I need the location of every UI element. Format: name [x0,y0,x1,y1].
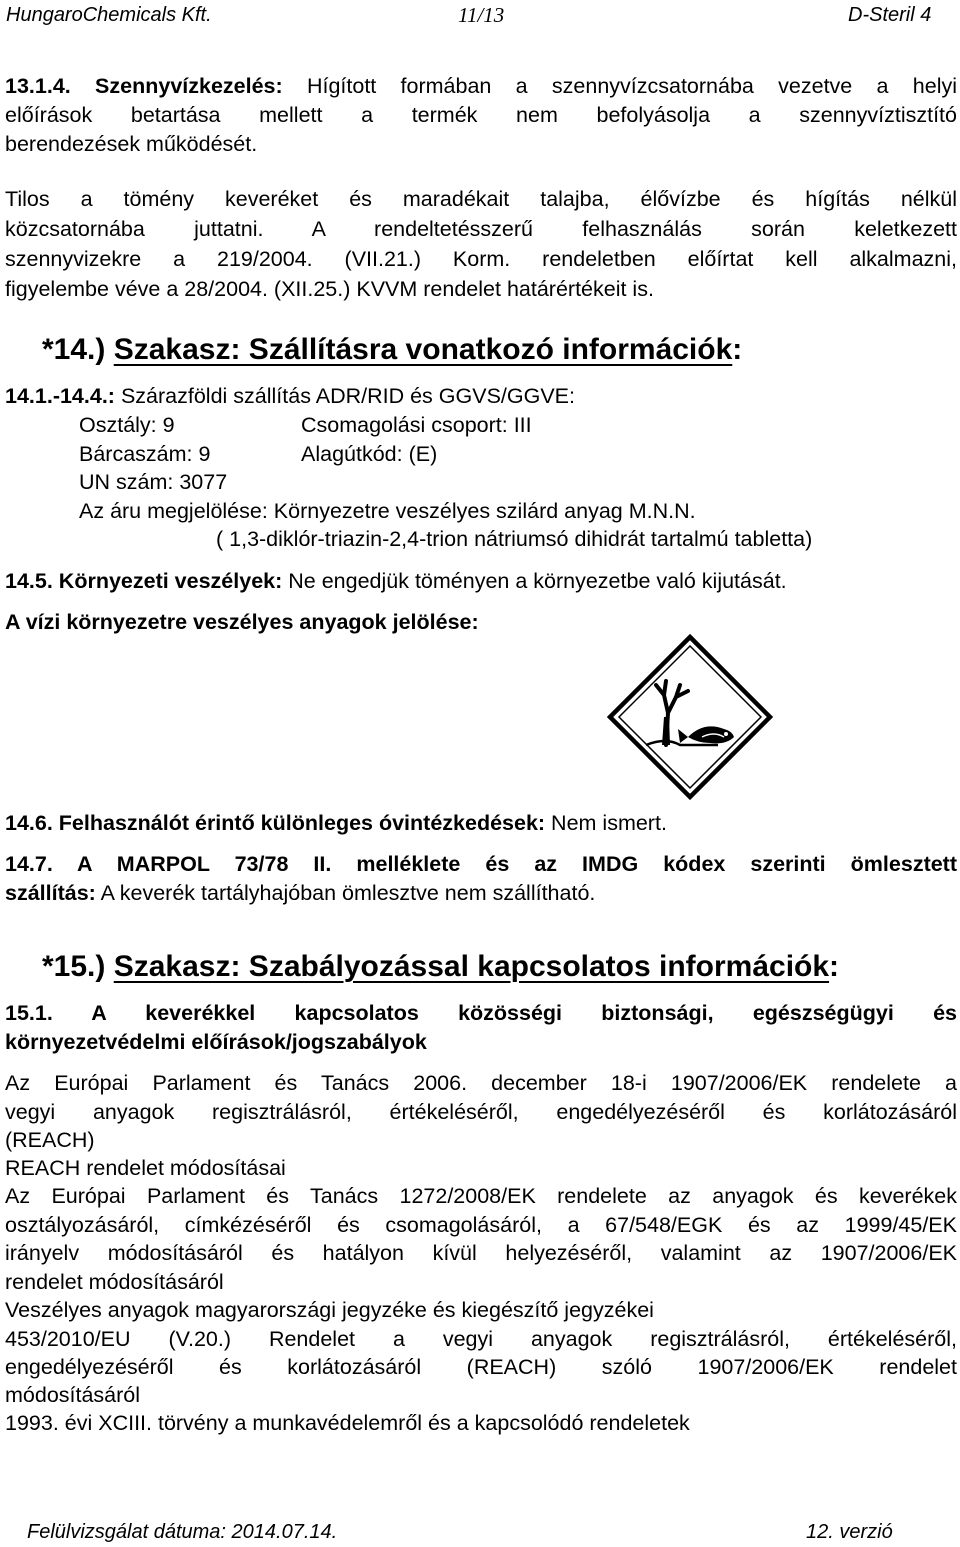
header-product: D-Steril 4 [848,4,932,26]
section-14-paren: ) [95,333,106,366]
header-company: HungaroChemicals Kft. [6,4,212,26]
section-14-star-number: *14. [42,333,96,366]
section-15-paren: ) [95,950,106,983]
wastewater-line-1 [5,74,957,99]
special-precautions [5,811,667,836]
regulation-line-11: engedélyezéséről és korlátozásáról (REACH) szóló 1907/2006/EK rendelet [5,1355,957,1379]
special-precautions-text: Nem ismert. [551,811,667,835]
regulation-line-6: osztályozásáról, címkézéséről és csomagolásáról, a 67/548/EGK és az 1999/45/EK [5,1213,957,1237]
regulation-line-8: rendelet módosításáról [5,1270,224,1294]
tunnel-code: Alagútkód: (E) [301,442,438,466]
label-number: Bárcaszám: 9 [79,442,211,466]
section-15-title: Szakasz: Szabályozással kapcsolatos információk [113,950,830,983]
regulation-line-1: Az Európai Parlament és Tanács 2006. december 18-i 1907/2006/EK rendelete a [5,1071,957,1095]
marpol-heading: szállítás: [5,881,96,905]
prohibition-line-4: figyelembe véve a 28/2004. (XII.25.) KVVM rendelet határértékeit is. [5,277,654,301]
section-number: 13.1.4. [5,74,71,98]
regulation-line-3: (REACH) [5,1128,95,1152]
section-14-heading [42,333,742,367]
un-number: UN szám: 3077 [79,470,228,494]
regulation-line-12: módosításáról [5,1383,141,1407]
section-15-colon: : [829,950,840,983]
section-14-title: Szakasz: Szállításra vonatkozó információk [113,333,733,366]
special-precautions-heading: 14.6. Felhasználót érintő különleges óvintézkedések: [5,811,546,835]
prohibition-line-2: közcsatornába juttatni. A rendeltetésszerű felhasználás során keletkezett [5,217,957,241]
marpol-text: A keverék tartályhajóban ömlesztve nem szállítható. [100,881,596,905]
environmental-hazards [5,569,787,594]
footer-version: 12. verzió [806,1521,893,1543]
marpol-line-1: 14.7. A MARPOL 73/78 II. melléklete és az IMDG kódex szerinti ömlesztett [5,852,957,876]
eu-regulations-line-1: 15.1. A keverékkel kapcsolatos közösségi biztonsági, egészségügyi és [5,1001,957,1025]
env-hazards-heading: 14.5. Környezeti veszélyek: [5,569,283,593]
regulation-line-4: REACH rendelet módosításai [5,1156,286,1180]
section-text: Hígított formában a szennyvízcsatornába vezetve a helyi [306,74,957,98]
regulation-line-7: irányelv módosításáról és hatályon kívül helyezéséről, valamint az 1907/2006/EK [5,1241,957,1265]
transport-title: Szárazföldi szállítás ADR/RID és GGVS/GGVE: [120,384,575,408]
goods-designation-detail: ( 1,3-diklór-triazin-2,4-trion nátriumsó dihidrát tartalmú tabletta) [216,527,813,551]
class-label: Osztály: 9 [79,413,175,437]
regulation-line-2: vegyi anyagok regisztrálásról, értékeléséről, engedélyezéséről és korlátozásáról [5,1100,957,1124]
regulation-line-5: Az Európai Parlament és Tanács 1272/2008/EK rendelete az anyagok és keverékek [5,1184,957,1208]
section-14-colon: : [732,333,743,366]
header-page-number: 11/13 [458,3,505,27]
regulation-line-13: 1993. évi XCIII. törvény a munkavédelemről és a kapcsolódó rendeletek [5,1411,690,1435]
marpol-line-2 [5,881,595,906]
regulation-line-9: Veszélyes anyagok magyarországi jegyzéke és kiegészítő jegyzékei [5,1298,654,1322]
footer-revision-date: Felülvizsgálat dátuma: 2014.07.14. [27,1521,338,1543]
goods-designation: Az áru megjelölése: Környezetre veszélyes szilárd anyag M.N.N. [79,499,696,523]
regulation-line-10: 453/2010/EU (V.20.) Rendelet a vegyi anyagok regisztrálásról, értékeléséről, [5,1327,957,1351]
packing-group-label: Csomagolási csoport: III [301,413,532,437]
section-heading: Szennyvízkezelés: [95,74,283,98]
section-15-star-number: *15. [42,950,96,983]
env-hazards-text: Ne engedjük töményen a környezetbe való kijutását. [288,569,787,593]
wastewater-line-2: előírások betartása mellett a termék nem befolyásolja a szennyvíztisztító [5,103,957,127]
transport-heading [5,384,575,409]
section-15-heading [42,950,839,984]
prohibition-line-3: szennyvizekre a 219/2004. (VII.21.) Korm. rendeletben előírtat kell alkalmazni, [5,247,957,271]
transport-number: 14.1.-14.4.: [5,384,115,408]
wastewater-line-3: berendezések működését. [5,132,258,156]
eu-regulations-line-2: környezetvédelmi előírások/jogszabályok [5,1030,427,1054]
environment-hazard-pictogram [606,633,774,801]
dead-tree-fish-icon [606,633,774,801]
prohibition-line-1: Tilos a tömény keveréket és maradékait talajba, élővízbe és hígítás nélkül [5,187,957,211]
aquatic-hazard-heading: A vízi környezetre veszélyes anyagok jelölése: [5,610,479,634]
